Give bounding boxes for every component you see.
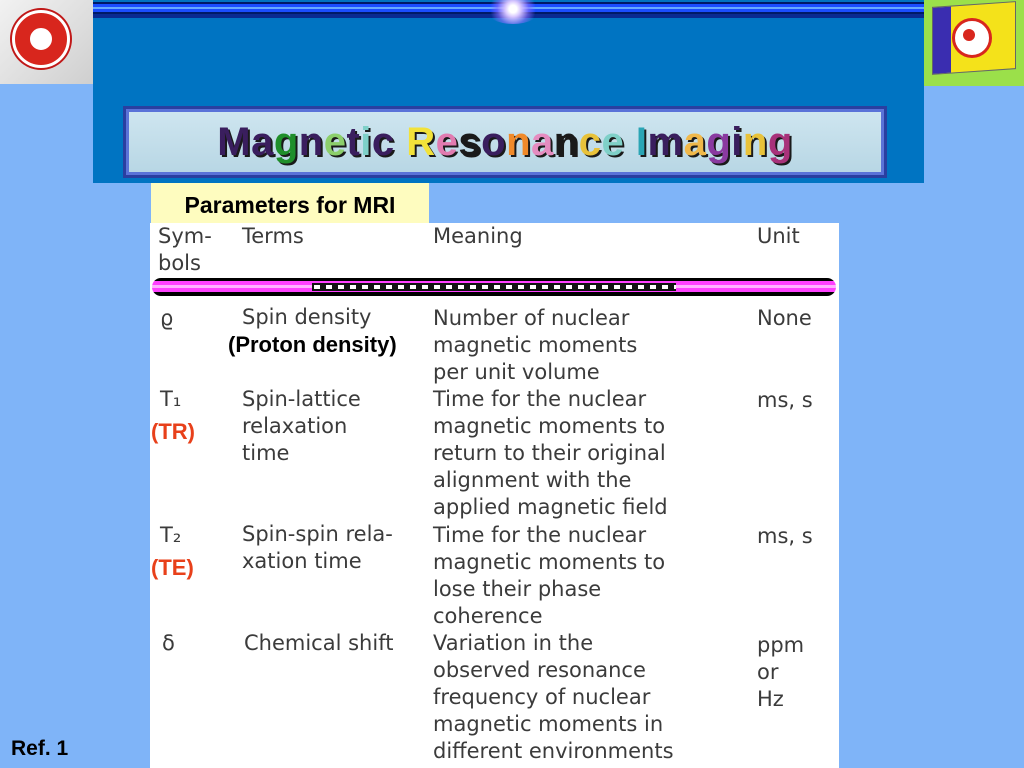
- title-letter: c: [371, 119, 395, 164]
- title-letter: n: [553, 119, 579, 164]
- parameters-table: [150, 223, 839, 768]
- annotation-proton-density: (Proton density): [228, 332, 397, 357]
- row-unit: ppm or Hz: [757, 633, 805, 711]
- row-term: Chemical shift: [244, 631, 394, 655]
- annotation-te: (TE): [151, 555, 194, 580]
- title-letter: a: [683, 119, 707, 164]
- seal-icon: [952, 18, 992, 58]
- reference-label: Ref. 1: [11, 737, 69, 760]
- row-term: Spin-spin rela- xation time: [242, 522, 393, 573]
- title-letter: I: [635, 119, 648, 164]
- title-letter: s: [458, 119, 482, 164]
- title-letter: e: [601, 119, 625, 164]
- title-letter: M: [217, 119, 252, 164]
- header-terms: Terms: [242, 224, 304, 248]
- row-meaning: Number of nuclear magnetic moments per unit volume: [433, 306, 638, 384]
- university-logo-left: [0, 0, 93, 84]
- row-unit: ms, s: [757, 388, 813, 412]
- subtitle-box: [151, 183, 429, 227]
- row-meaning: Variation in the observed resonance frequency of nuclear magnetic moments in different environments: [433, 631, 674, 763]
- title-letter: n: [298, 119, 324, 164]
- title-letter: a: [531, 119, 554, 164]
- title-letter: i: [360, 119, 372, 164]
- row-symbol: T₁: [160, 387, 182, 411]
- divider-beads: [312, 283, 676, 291]
- row-symbol: T₂: [160, 523, 182, 547]
- header-meaning: Meaning: [433, 224, 523, 248]
- row-unit: None: [757, 306, 812, 330]
- title-letter: c: [578, 119, 602, 164]
- title-letter: g: [273, 119, 299, 164]
- title-letter: [624, 120, 636, 164]
- row-meaning: Time for the nuclear magnetic moments to return to their original alignment with the applied magnetic field: [433, 387, 668, 519]
- title-letter: t: [346, 119, 361, 164]
- title-letter: o: [481, 119, 507, 164]
- title-letter: g: [767, 119, 793, 164]
- seal-icon: [12, 10, 70, 68]
- header-glow: [485, 0, 541, 24]
- title-letter: e: [323, 119, 347, 164]
- slide-title: [217, 120, 793, 165]
- university-logo-right: [924, 0, 1024, 86]
- title-letter: e: [435, 119, 459, 164]
- header-symbols: Sym- bols: [158, 224, 212, 275]
- slide-subtitle: Parameters for MRI: [184, 191, 396, 218]
- title-letter: m: [647, 119, 684, 164]
- header-unit: Unit: [757, 224, 800, 248]
- row-unit: ms, s: [757, 524, 813, 548]
- row-meaning: Time for the nuclear magnetic moments to lose their phase coherence: [433, 523, 666, 628]
- title-letter: R: [406, 119, 436, 164]
- title-letter: n: [506, 119, 532, 164]
- title-letter: [395, 120, 407, 164]
- row-term: Spin density: [242, 305, 372, 329]
- title-letter: g: [706, 119, 732, 164]
- title-letter: a: [251, 119, 274, 164]
- row-term: Spin-lattice relaxation time: [242, 387, 361, 465]
- title-box: [123, 106, 887, 178]
- row-symbol: δ: [162, 631, 175, 655]
- title-letter: i: [731, 119, 743, 164]
- title-letter: n: [742, 119, 768, 164]
- row-symbol: ϱ: [160, 306, 174, 330]
- annotation-tr: (TR): [151, 419, 195, 444]
